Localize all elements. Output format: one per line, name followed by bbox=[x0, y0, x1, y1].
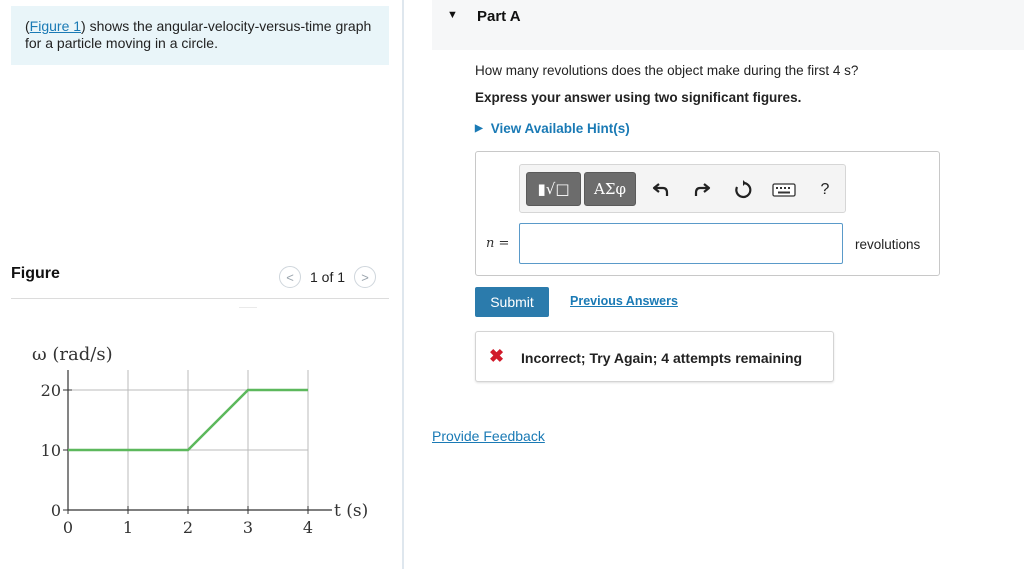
y-axis-label: ω (rad/s) bbox=[32, 344, 113, 365]
templates-icon: ▮√□ bbox=[537, 180, 570, 198]
previous-answers-link[interactable]: Previous Answers bbox=[570, 294, 678, 308]
panel-divider bbox=[402, 0, 404, 569]
chevron-right-icon: > bbox=[361, 269, 369, 285]
answer-feedback bbox=[475, 331, 834, 382]
question-text: How many revolutions does the object make during the first 4 s? bbox=[475, 63, 859, 78]
x-tick-label: 4 bbox=[302, 518, 314, 537]
undo-icon[interactable] bbox=[648, 177, 674, 203]
answer-input[interactable] bbox=[519, 223, 843, 264]
instruction-text: Express your answer using two significant figures. bbox=[475, 90, 802, 105]
templates-button[interactable] bbox=[526, 172, 581, 206]
symbols-label: ΑΣφ bbox=[594, 180, 626, 198]
answer-variable: n = bbox=[486, 236, 510, 251]
x-tick-label: 0 bbox=[62, 518, 74, 537]
pager-count: 1 of 1 bbox=[310, 269, 346, 285]
figure-divider bbox=[11, 298, 389, 299]
feedback-message: Incorrect; Try Again; 4 attempts remaining bbox=[521, 350, 803, 366]
x-tick-label: 2 bbox=[182, 518, 194, 537]
chevron-left-icon: < bbox=[286, 269, 294, 285]
figure-intro: (Figure 1) shows the angular-velocity-versus-time graph for a particle moving in a circle. bbox=[11, 6, 389, 65]
redo-icon[interactable] bbox=[689, 177, 715, 203]
y-tick-label: 0 bbox=[50, 501, 61, 520]
previous-figure-button[interactable] bbox=[279, 266, 301, 288]
part-title: Part A bbox=[477, 8, 521, 25]
y-tick-label: 20 bbox=[40, 381, 61, 400]
keyboard-icon[interactable] bbox=[771, 177, 797, 203]
math-toolbar bbox=[519, 164, 846, 213]
part-a-header[interactable] bbox=[432, 0, 1024, 50]
next-figure-button[interactable] bbox=[354, 266, 376, 288]
caret-right-icon: ▶ bbox=[475, 123, 483, 134]
answer-box bbox=[475, 151, 940, 276]
x-axis-label: t (s) bbox=[334, 501, 369, 521]
x-tick-label: 1 bbox=[122, 518, 134, 537]
angular-velocity-graph bbox=[24, 330, 369, 545]
answer-units: revolutions bbox=[855, 237, 921, 252]
x-tick-label: 3 bbox=[242, 518, 254, 537]
reset-icon[interactable] bbox=[730, 177, 756, 203]
incorrect-icon: ✖ bbox=[489, 346, 505, 366]
figure-link[interactable]: Figure 1 bbox=[29, 18, 82, 34]
right-panel bbox=[432, 0, 1024, 569]
figure-pager bbox=[279, 265, 376, 289]
intro-text: shows the angular-velocity-versus-time graph for a particle moving in a circle. bbox=[25, 18, 372, 51]
view-hints-link[interactable] bbox=[475, 121, 630, 136]
caret-down-icon: ▼ bbox=[447, 9, 458, 21]
symbols-button[interactable] bbox=[584, 172, 636, 206]
y-tick-label: 10 bbox=[40, 441, 61, 460]
left-panel bbox=[0, 0, 402, 569]
provide-feedback-link[interactable]: Provide Feedback bbox=[432, 428, 545, 444]
figure-tab-marker bbox=[239, 307, 257, 308]
figure-title: Figure bbox=[11, 265, 60, 282]
submit-button[interactable]: Submit bbox=[475, 287, 549, 317]
help-icon[interactable]: ? bbox=[820, 181, 830, 198]
hints-label: View Available Hint(s) bbox=[490, 121, 630, 136]
